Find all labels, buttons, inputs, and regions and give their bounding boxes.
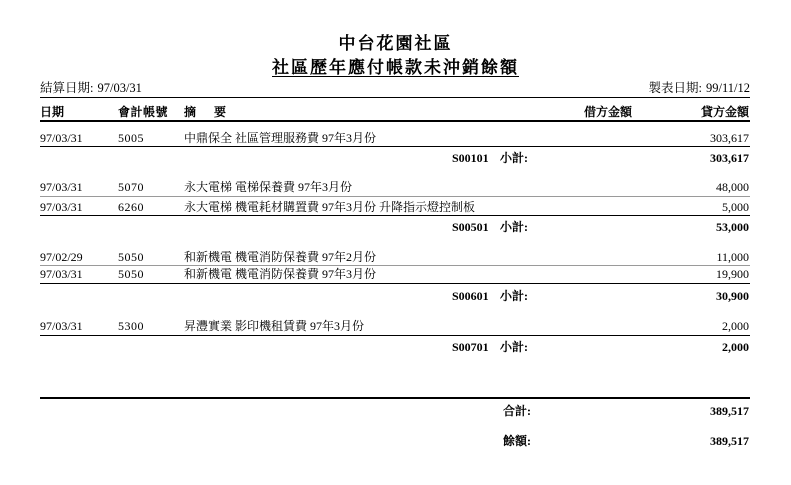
ledger-row [0, 179, 791, 195]
column-header-summary: 摘 要 [184, 105, 230, 119]
row-date: 97/03/31 [40, 200, 83, 214]
rule-line [40, 335, 750, 336]
print-date-label: 製表日期: [648, 81, 703, 95]
balance-label: 餘額: [503, 434, 531, 448]
row-credit: 48,000 [716, 180, 749, 194]
row-summary: 中鼎保全 社區管理服務費 97年3月份 [184, 131, 377, 145]
row-credit: 19,900 [716, 267, 749, 281]
rule-line [40, 146, 750, 147]
row-separator-line [40, 196, 750, 197]
subtotal-label: 小計: [500, 220, 528, 234]
subtotal-code: S00601 [452, 289, 489, 303]
subtotal-amount: 2,000 [722, 340, 749, 354]
subtotal-code: S00101 [452, 151, 489, 165]
balance-amount: 389,517 [710, 434, 749, 448]
grand-total-label: 合計: [503, 404, 531, 418]
row-account: 5050 [118, 250, 144, 264]
row-credit: 2,000 [722, 319, 749, 333]
ledger-row [0, 318, 791, 334]
ledger-row [0, 266, 791, 282]
print-date-value: 99/11/12 [706, 81, 750, 95]
subtotal-amount: 303,617 [710, 151, 749, 165]
ledger-row [0, 130, 791, 146]
row-account: 5070 [118, 180, 144, 194]
column-header-row [0, 104, 791, 120]
row-date: 97/03/31 [40, 319, 83, 333]
settle-date [40, 80, 142, 96]
row-date: 97/03/31 [40, 180, 83, 194]
row-summary: 和新機電 機電消防保養費 97年2月份 [184, 250, 377, 264]
grand-total-row [0, 403, 791, 419]
print-date [649, 80, 750, 96]
column-header-credit: 貸方金額 [700, 105, 749, 119]
organization-title: 中台花園社區 [338, 34, 453, 53]
row-account: 5005 [118, 131, 144, 145]
ledger-row [0, 199, 791, 215]
subtotal-row [0, 219, 791, 235]
ledger-row [0, 249, 791, 265]
row-account: 5050 [118, 267, 144, 281]
settle-date-value: 97/03/31 [97, 81, 142, 95]
grand-total-amount: 389,517 [710, 404, 749, 418]
row-summary: 昇灃實業 影印機租賃費 97年3月份 [184, 319, 365, 333]
row-credit: 5,000 [722, 200, 749, 214]
subtotal-amount: 53,000 [716, 220, 749, 234]
subtotal-row [0, 150, 791, 166]
report-title: 社區歷年應付帳款未沖銷餘額 [272, 58, 519, 77]
subtotal-label: 小計: [500, 340, 528, 354]
subtotal-row [0, 288, 791, 304]
row-summary: 和新機電 機電消防保養費 97年3月份 [184, 267, 377, 281]
subtotal-code: S00701 [452, 340, 489, 354]
row-credit: 11,000 [716, 250, 749, 264]
balance-row [0, 433, 791, 449]
row-account: 5300 [118, 319, 144, 333]
column-header-account: 會計帳號 [118, 105, 169, 119]
row-date: 97/02/29 [40, 250, 83, 264]
column-header-debit: 借方金額 [583, 105, 632, 119]
settle-date-label: 結算日期: [40, 81, 94, 95]
rule-line [40, 97, 750, 98]
subtotal-amount: 30,900 [716, 289, 749, 303]
rule-line [40, 215, 750, 216]
row-summary: 永大電梯 機電耗材購置費 97年3月份 升降指示燈控制板 [184, 200, 476, 214]
subtotal-label: 小計: [500, 289, 528, 303]
report-meta-row [0, 80, 791, 96]
row-credit: 303,617 [710, 131, 749, 145]
rule-line [40, 283, 750, 284]
report-title-line [0, 59, 791, 77]
header-rule-line [40, 120, 750, 122]
row-account: 6260 [118, 200, 144, 214]
row-date: 97/03/31 [40, 267, 83, 281]
subtotal-row [0, 339, 791, 355]
subtotal-code: S00501 [452, 220, 489, 234]
column-header-date: 日期 [40, 105, 65, 119]
subtotal-label: 小計: [500, 151, 528, 165]
row-date: 97/03/31 [40, 131, 83, 145]
row-summary: 永大電梯 電梯保養費 97年3月份 [184, 180, 353, 194]
totals-rule-line [40, 397, 750, 399]
